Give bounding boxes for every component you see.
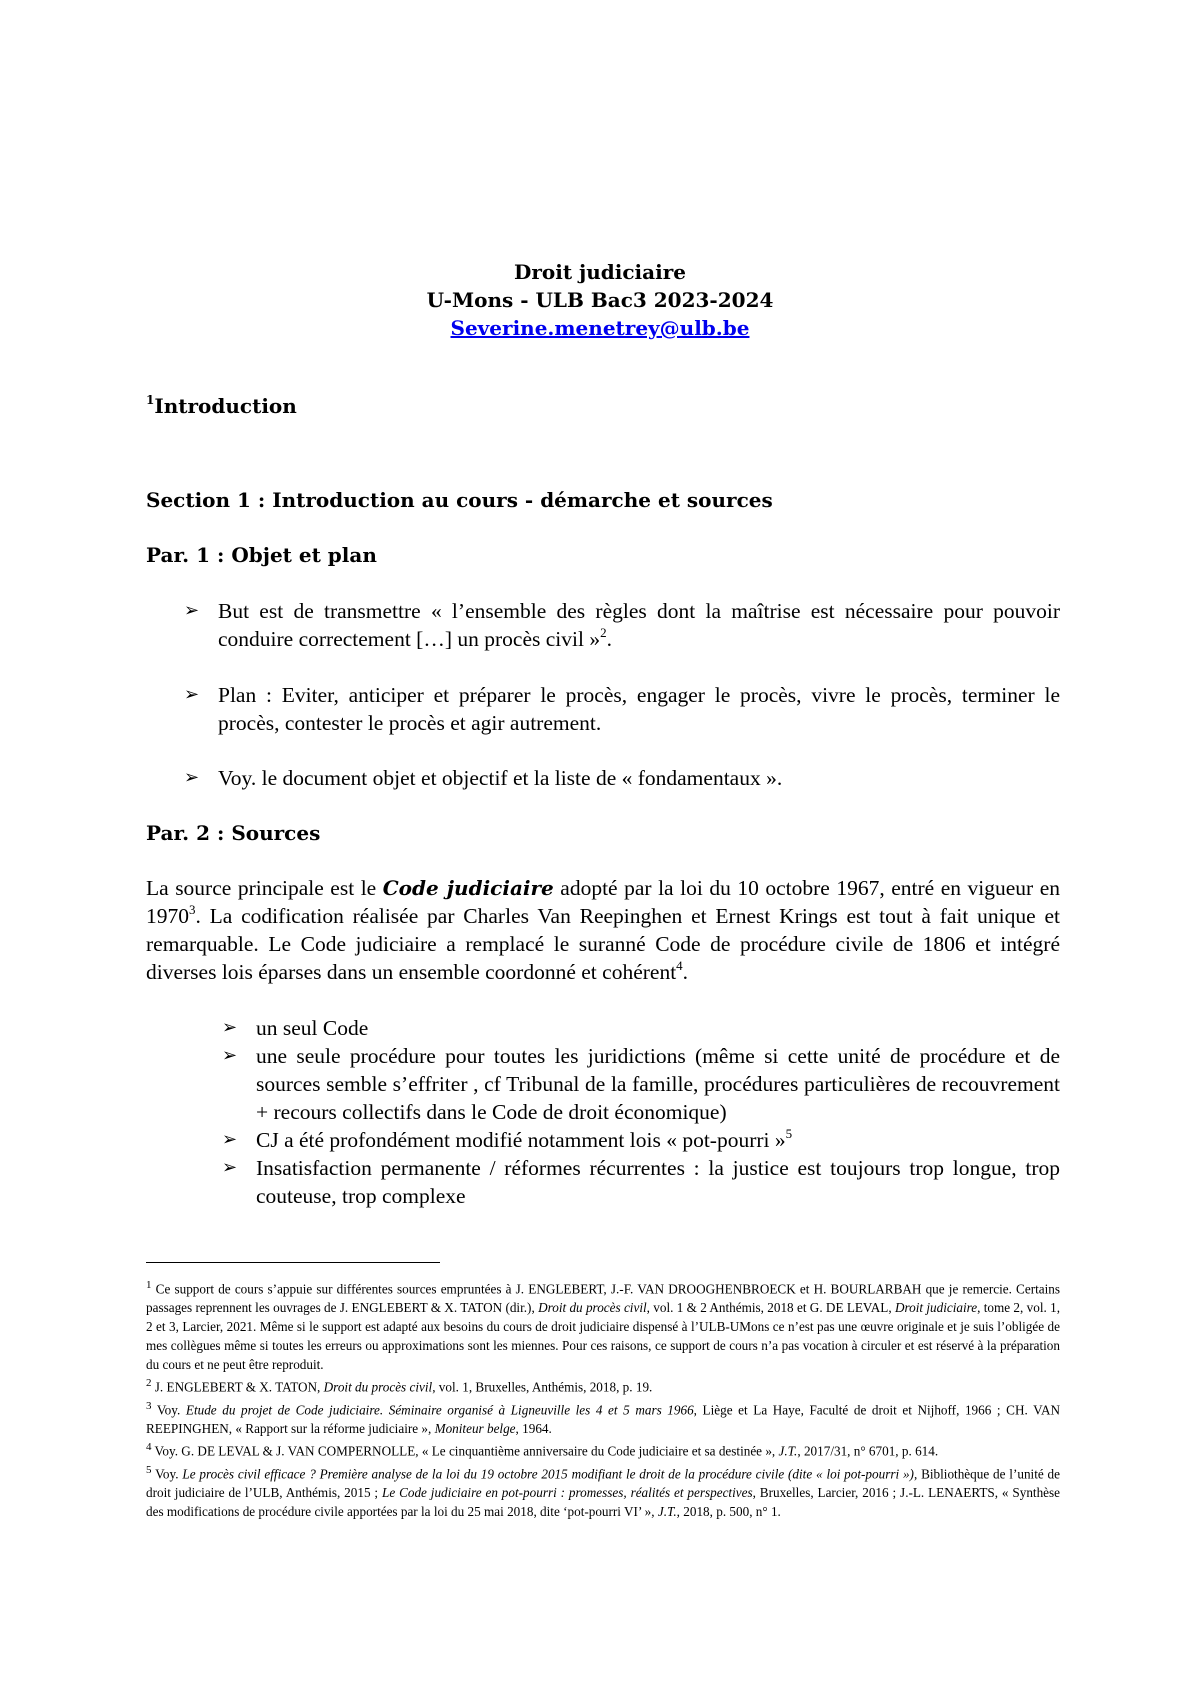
footnotes bbox=[146, 1276, 1060, 1521]
footnote-ref-3[interactable]: 3 bbox=[189, 902, 196, 917]
footnote-ref-1[interactable]: 1 bbox=[146, 393, 155, 407]
list-item bbox=[184, 597, 1060, 653]
introduction-heading-text: Introduction bbox=[154, 394, 297, 418]
document-title: Droit judiciaire bbox=[514, 260, 686, 284]
list-item-text: Voy. le document objet et objectif et la liste de « fondamentaux ». bbox=[218, 766, 783, 790]
footnote-ref-2[interactable]: 2 bbox=[600, 625, 607, 640]
footnote-5: $^5$ Voy. Le procès civil efficace ? Première analyse de la loi du 19 octobre 2015 modifiant le droit de la procédure civile (dite « loi pot-pourri »), Bibliothèque de l’unité de droit judiciaire de l’ULB, Anthémis, 2015 ; Le Code judiciaire en pot-pourri : promesses, réalités et perspectives, Bruxelles, Larcier, 2016 ; J.-L. LENAERTS, « Synthèse des modifications de procédure civile apportées par la loi du 25 mai 2018, dite ‘pot-pourri VI’ », J.T., 2018, p. 500, n° 1. bbox=[146, 1463, 1061, 1519]
arrow-bullet-icon: ➢ bbox=[184, 767, 200, 788]
document-subtitle: U-Mons - ULB Bac3 2023-2024 bbox=[426, 288, 774, 312]
footnote-separator bbox=[146, 1262, 440, 1263]
list-item bbox=[184, 764, 1060, 792]
email-link[interactable]: Severine.menetrey@ulb.be bbox=[450, 316, 750, 340]
par-2-heading: Par. 2 : Sources bbox=[146, 821, 321, 845]
list-item bbox=[222, 1126, 1060, 1154]
list-item-text: une seule procédure pour toutes les juridictions (même si cette unité de procédure et de sources semble s’effriter , cf Tribunal de la famille, procédures particulières de recouvrement + recours collectifs dans le Code de droit économique) bbox=[256, 1044, 1060, 1124]
arrow-bullet-icon: ➢ bbox=[184, 684, 200, 705]
footnote-1: $^1$ Ce support de cours s’appuie sur différentes sources empruntées à J. ENGLEBERT, J.-F. VAN DROOGHENBROECK et H. BOURLARBAH que je remercie. Certains passages reprennent les ouvrages de J. ENGLEBERT & X. TATON (dir.), Droit du procès civil, vol. 1 & 2 Anthémis, 2018 et G. DE LEVAL, Droit judiciaire, tome 2, vol. 1, 2 et 3, Larcier, 2021. Même si le support est adapté aux besoins du cours de droit judiciaire dispensé à l’ULB-UMons ce n’est pas une œuvre originale et je suis l’obligée de mes collègues même si toutes les erreurs ou approximations sont les miennes. Pour ces raisons, ce support de cours n’a pas vocation à circuler et est réservé à la préparation du cours et ne peut être reproduit. bbox=[146, 1279, 1060, 1373]
arrow-bullet-icon: ➢ bbox=[222, 1129, 238, 1150]
section-1-heading: Section 1 : Introduction au cours - démarche et sources bbox=[146, 488, 773, 512]
list-item bbox=[184, 681, 1060, 737]
arrow-bullet-icon: ➢ bbox=[222, 1157, 238, 1178]
arrow-bullet-icon: ➢ bbox=[184, 600, 200, 621]
arrow-bullet-icon: ➢ bbox=[222, 1017, 238, 1038]
footnote-ref-5[interactable]: 5 bbox=[785, 1126, 793, 1141]
arrow-bullet-icon: ➢ bbox=[222, 1045, 238, 1066]
introduction-heading bbox=[146, 392, 297, 420]
list-item-text: Insatisfaction permanente / réformes récurrentes : la justice est toujours trop longue, trop couteuse, trop complexe bbox=[256, 1156, 1060, 1208]
footnote-4: $^4$ Voy. G. DE LEVAL & J. VAN COMPERNOLLE, « Le cinquantième anniversaire du Code judiciaire et sa destinée », J.T., 2017/31, n° 6701, p. 614. bbox=[146, 1441, 939, 1459]
list-item-text: un seul Code bbox=[256, 1016, 369, 1040]
par-1-heading: Par. 1 : Objet et plan bbox=[146, 543, 377, 567]
footnote-ref-4[interactable]: 4 bbox=[676, 958, 683, 973]
code-judiciaire-emphasis: Code judiciaire bbox=[382, 876, 554, 900]
list-item bbox=[222, 1014, 1060, 1042]
footnote-2: $^2$ J. ENGLEBERT & X. TATON, Droit du procès civil, vol. 1, Bruxelles, Anthémis, 2018, p. 19. bbox=[146, 1377, 653, 1395]
sources-paragraph: La source principale est le Code judiciaire adopté par la loi du 10 octobre 1967, entré en vigueur en 1970$^3$. La codification réalisée par Charles Van Reepinghen et Ernest Krings est tout à fait unique et remarquable. Le Code judiciaire a remplacé le suranné Code de procédure civile de 1806 et intégré diverses lois éparses dans un ensemble coordonné et cohérent$^4$. bbox=[146, 876, 1060, 984]
list-item-text: But est de transmettre « l’ensemble des règles dont la maîtrise est nécessaire pour pouvoir conduire correctement […] un procès civil »$^2$. bbox=[218, 599, 1060, 651]
footnote-3: $^3$ Voy. Etude du projet de Code judiciaire. Séminaire organisé à Ligneuville les 4 et 5 mars 1966, Liège et La Haye, Faculté de droit et Nijhoff, 1966 ; CH. VAN REEPINGHEN, « Rapport sur la réforme judiciaire », Moniteur belge, 1964. bbox=[146, 1399, 1060, 1437]
list-item bbox=[222, 1154, 1060, 1210]
document-header bbox=[0, 258, 1200, 342]
list-item-text: Plan : Eviter, anticiper et préparer le procès, engager le procès, vivre le procès, terminer le procès, contester le procès et agir autrement. bbox=[218, 683, 1060, 735]
list-item bbox=[222, 1042, 1060, 1126]
list-item-text: CJ a été profondément modifié notamment lois « pot-pourri »$^5$ bbox=[256, 1126, 793, 1152]
